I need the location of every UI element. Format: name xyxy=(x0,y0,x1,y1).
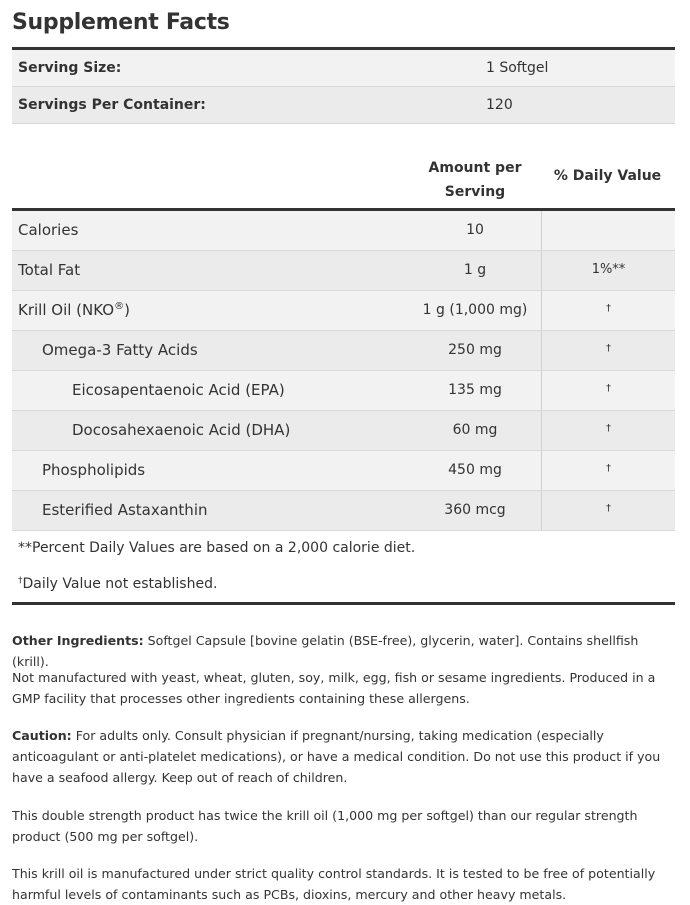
nutrient-name-suffix: ) xyxy=(124,301,130,319)
nutrient-daily-value: † xyxy=(541,371,675,410)
servings-per-container-label: Servings Per Container: xyxy=(18,97,206,113)
nutrient-daily-value: † xyxy=(541,451,675,490)
servings-per-container-row xyxy=(12,87,675,124)
nutrient-daily-value: † xyxy=(541,491,675,530)
caution-text: For adults only. Consult physician if pregnant/nursing, taking medication (especially anticoagulant or anti-platelet medications), or have a medical condition. Do not use this product if you have a seafood allergy. Keep out of reach of children. xyxy=(12,728,661,785)
amount-header-line2: Serving xyxy=(444,184,506,200)
nutrient-row xyxy=(12,251,675,291)
dagger-footnote xyxy=(18,576,217,592)
nutrient-row xyxy=(12,371,675,411)
nutrient-name-text: Esterified Astaxanthin xyxy=(42,501,208,519)
nutrient-row xyxy=(12,291,675,331)
other-ingredients-text: Softgel Capsule [bovine gelatin (BSE-free), glycerin, water]. Contains shellfish (krill). xyxy=(12,633,639,669)
servings-per-container-value: 120 xyxy=(486,97,513,113)
nutrient-amount: 360 mcg xyxy=(444,502,506,518)
serving-size-label: Serving Size: xyxy=(18,60,122,76)
serving-size-value: 1 Softgel xyxy=(486,60,549,76)
nutrient-name xyxy=(72,381,285,399)
nutrient-daily-value: 1%** xyxy=(541,251,675,290)
nutrient-name-text: Eicosapentaenoic Acid (EPA) xyxy=(72,381,285,399)
nutrient-name xyxy=(42,461,145,479)
nutrient-name xyxy=(18,221,78,239)
nutrient-amount: 135 mg xyxy=(448,382,502,398)
dagger-footnote-text: Daily Value not established. xyxy=(22,576,218,592)
nutrient-row xyxy=(12,491,675,531)
nutrient-name xyxy=(72,421,290,439)
heavy-divider xyxy=(12,602,675,605)
nutrient-row xyxy=(12,211,675,251)
quality-statement: This krill oil is manufactured under strict quality control standards. It is tested to be free of potentially harmful levels of contaminants such as PCBs, dioxins, mercury and other heavy metals. xyxy=(12,866,656,902)
registered-trademark-mark: ® xyxy=(114,301,125,312)
nutrient-row xyxy=(12,451,675,491)
nutrient-amount: 250 mg xyxy=(448,342,502,358)
nutrient-name xyxy=(42,341,198,359)
dagger-symbol: † xyxy=(18,576,23,586)
nutrient-amount: 1 g (1,000 mg) xyxy=(422,302,528,318)
nutrient-amount: 1 g xyxy=(463,262,487,278)
nutrient-name xyxy=(18,261,80,279)
nutrient-name-text: Calories xyxy=(18,221,79,239)
page-title: Supplement Facts xyxy=(12,10,230,35)
nutrient-amount: 10 xyxy=(466,222,484,238)
allergen-statement: Not manufactured with yeast, wheat, gluten, soy, milk, egg, fish or sesame ingredients. Produced in a GMP facility that processes other ingredients containing these allergens. xyxy=(12,670,656,706)
daily-value-header: % Daily Value xyxy=(553,168,662,184)
amount-per-serving-header xyxy=(404,156,546,204)
nutrient-row xyxy=(12,331,675,371)
other-ingredients-label: Other Ingredients: xyxy=(12,633,144,648)
nutrient-amount: 450 mg xyxy=(448,462,502,478)
nutrient-name-text: Total Fat xyxy=(18,261,81,279)
percent-daily-value-footnote: **Percent Daily Values are based on a 2,000 calorie diet. xyxy=(18,540,416,556)
nutrient-daily-value xyxy=(541,211,675,250)
nutrient-row xyxy=(12,411,675,451)
serving-size-row xyxy=(12,50,675,87)
table-header xyxy=(12,152,675,208)
amount-header-line1: Amount per xyxy=(428,160,522,176)
nutrient-name-text: Docosahexaenoic Acid (DHA) xyxy=(72,421,291,439)
other-ingredients xyxy=(12,630,672,672)
caution-statement xyxy=(12,725,672,788)
nutrient-name xyxy=(42,501,208,519)
strength-statement: This double strength product has twice the krill oil (1,000 mg per softgel) than our regular strength product (500 mg per softgel). xyxy=(12,808,638,844)
nutrient-name-text: Omega-3 Fatty Acids xyxy=(42,341,198,359)
nutrient-name xyxy=(18,301,130,319)
nutrient-name-text: Krill Oil (NKO xyxy=(18,301,115,319)
nutrient-name-text: Phospholipids xyxy=(42,461,146,479)
caution-label: Caution: xyxy=(12,728,72,743)
nutrient-daily-value: † xyxy=(541,291,675,330)
nutrient-daily-value: † xyxy=(541,331,675,370)
nutrient-amount: 60 mg xyxy=(452,422,498,438)
nutrient-daily-value: † xyxy=(541,411,675,450)
